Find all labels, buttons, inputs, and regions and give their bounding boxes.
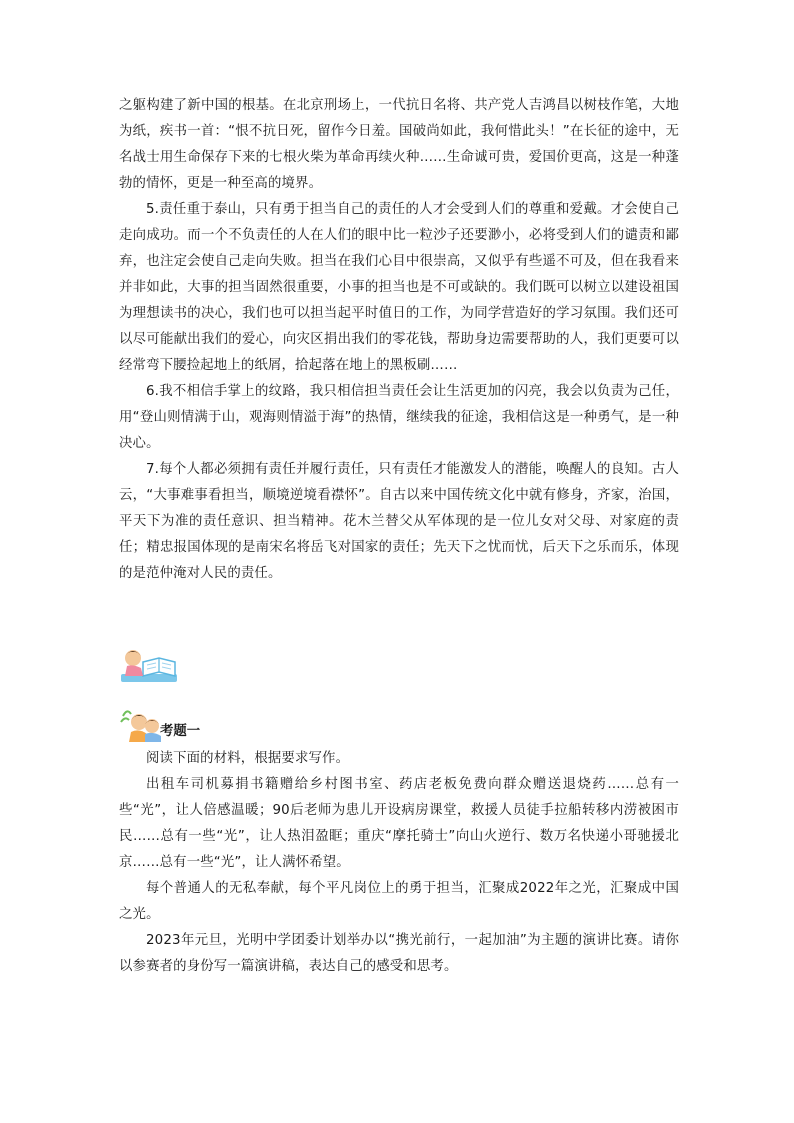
- paragraph-7: 7.每个人都必须拥有责任并履行责任，只有责任才能激发人的潜能，唤醒人的良知。古人云，“大事难事看担当，顺境逆境看襟怀”。自古以来中国传统文化中就有修身，齐家，治国，平天下为准的责任意识、担当精神。花木兰替父从军体现的是一位儿女对父母、对家庭的责任；精忠报国体现的是南宋名将岳飞对国家的责任；先天下之忧而忧，后天下之乐而乐，体现的是范仲淹对人民的责任。: [119, 462, 679, 581]
- exam-question-body: [119, 746, 679, 980]
- exam-question-title: 考题一: [160, 724, 201, 739]
- child-reading-book-icon: [119, 644, 179, 686]
- exam-instruction: 阅读下面的材料，根据要求写作。: [146, 751, 350, 766]
- paragraph-5: 5.责任重于泰山，只有勇于担当自己的责任的人才会受到人们的尊重和爱戴。才会使自己走向成功。而一个不负责任的人在人们的眼中比一粒沙子还要渺小，必将受到人们的谴责和鄙弃，也注定会使自己走向失败。担当在我们心目中很崇高，又似乎有些遥不可及，但在我看来并非如此，大事的担当固然很重要，小事的担当也是不可或缺的。我们既可以树立以建设祖国为理想读书的决心，我们也可以担当起平时值日的工作，为同学营造好的学习氛围。我们还可以尽可能献出我们的爱心，向灾区捐出我们的零花钱，帮助身边需要帮助的人，我们更要可以经常弯下腰捡起地上的纸屑，拾起落在地上的黑板刷……: [119, 202, 679, 373]
- exam-task: 2023年元旦，光明中学团委计划举办以“携光前行，一起加油”为主题的演讲比赛。请你以参赛者的身份写一篇演讲稿，表达自己的感受和思考。: [119, 933, 679, 974]
- exam-material-1: 出租车司机募捐书籍赠给乡村图书室、药店老板免费向群众赠送退烧药……总有一些“光”，让人倍感温暖；90后老师为患儿开设病房课堂，救援人员徒手拉船转移内涝被困市民……总有一些“光”，让人热泪盈眶；重庆“摩托骑士”向山火逆行、数万名快递小哥驰援北京……总有一些“光”，让人满怀希望。: [119, 777, 679, 870]
- exam-material-2: 每个普通人的无私奉献，每个平凡岗位上的勇于担当，汇聚成2022年之光，汇聚成中国之光。: [119, 881, 679, 922]
- essay-excerpt: [119, 93, 679, 587]
- paragraph-continuation: 之躯构建了新中国的根基。在北京刑场上，一代抗日名将、共产党人吉鸿昌以树枝作笔，大地为纸，疾书一首：“恨不抗日死，留作今日羞。国破尚如此，我何惜此头！”在长征的途中，无名战士用生命保存下来的七根火柴为革命再续火种……生命诚可贵，爱国价更高，这是一种蓬勃的情怀，更是一种至高的境界。: [119, 98, 679, 191]
- paragraph-6: 6.我不相信手掌上的纹路，我只相信担当责任会让生活更加的闪亮，我会以负责为己任，用“登山则情满于山，观海则情溢于海”的热情，继续我的征途，我相信这是一种勇气，是一种决心。: [119, 384, 679, 451]
